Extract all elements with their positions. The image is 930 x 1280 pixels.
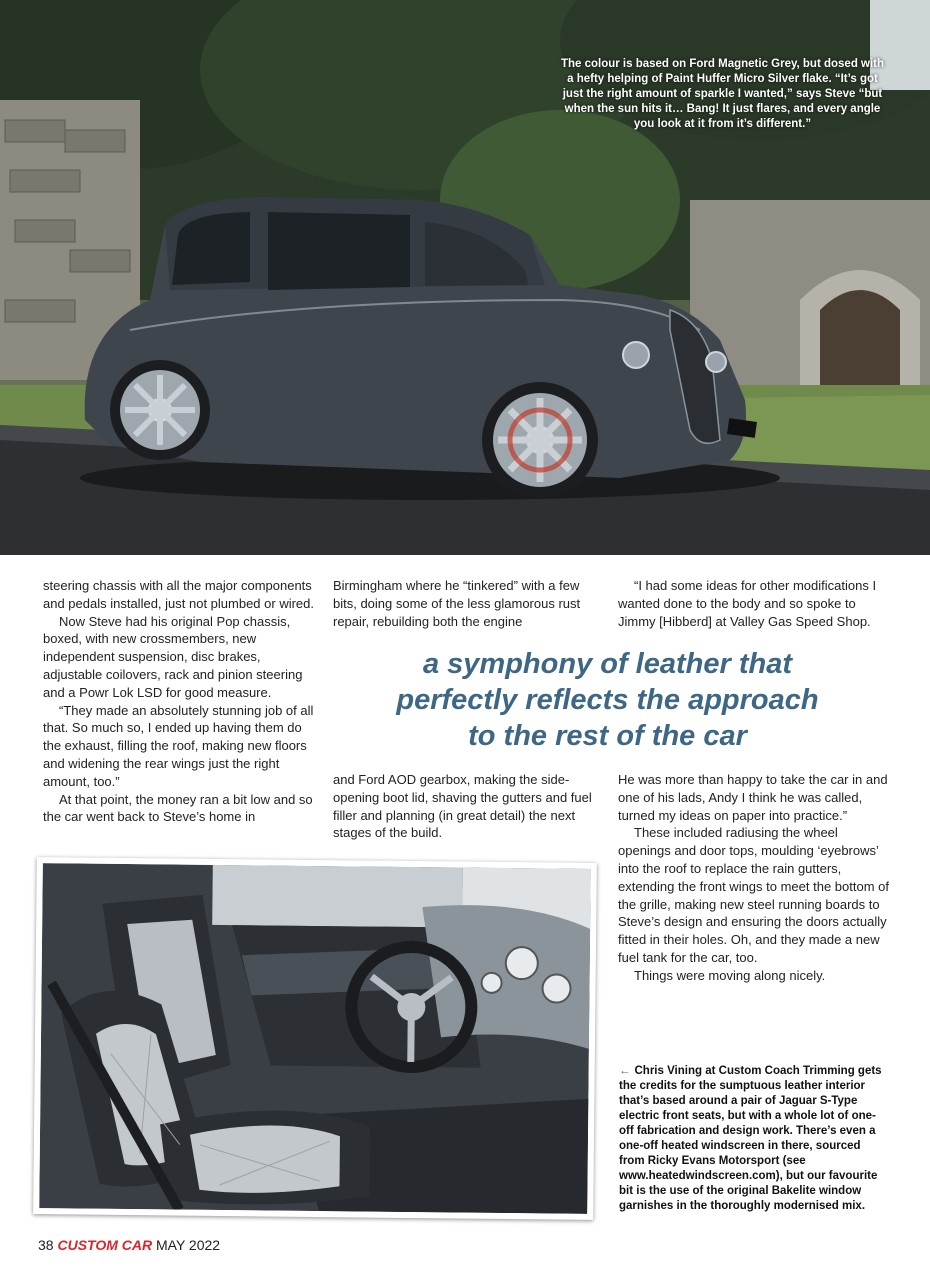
hero-photo-caption: The colour is based on Ford Magnetic Grey, but dosed with a hefty helping of Paint Huffer Micro Silver flake. “It’s got just the right amount of sparkle I wanted,” says Steve “but when the sun hits it… Bang! It just flares, and every angle you look at it from it’s different.” (560, 58, 885, 130)
page-footer (38, 1237, 220, 1253)
article-column-3-top (618, 577, 890, 630)
col1-paragraph-2: Now Steve had his original Pop chassis, boxed, with new crossmembers, new independent suspension, disc brakes, adjustable coilovers, rack and pinion steering and a Powr Lok LSD for good measure. (43, 613, 303, 700)
hero-photo (0, 0, 930, 555)
col1-paragraph-1: steering chassis with all the major components and pedals installed, just not plumbed or wired. (43, 578, 314, 611)
issue-date: MAY 2022 (156, 1237, 221, 1253)
col3-paragraph-2: These included radiusing the wheel openings and door tops, moulding ‘eyebrows’ into the roof to replace the rain gutters, extending the front wings to meet the bottom of the grille, making new steel running boards to Steve’s design and ensuring the doors actually fitted in their holes. Oh, and they made a new fuel tank for the car, too. (618, 825, 889, 965)
page-number: 38 (38, 1237, 54, 1253)
interior-caption-text: Chris Vining at Custom Coach Trimming gets the credits for the sumptuous leather interior that’s based around a pair of Jaguar S-Type electric front seats, but with a whole lot of one-off fabrication and design work. There’s even a one-off heated windscreen in there, sourced from Ricky Evans Motorsport (see www.heatedwindscreen.com), but our favourite bit is the use of the original Bakelite window garnishes in the thoroughly modernised mix. (619, 1065, 882, 1212)
pull-quote-line-1: a symphony of leather that (422, 648, 792, 680)
interior-photo-caption (619, 1064, 889, 1214)
col3-paragraph-3: Things were moving along nicely. (634, 967, 826, 983)
col3-paragraph-1: He was more than happy to take the car in and one of his lads, Andy I think he was called, turned my ideas on paper into practice.” (618, 772, 888, 823)
pull-quote-line-3: to the rest of the car (468, 720, 747, 752)
pull-quote (360, 646, 855, 754)
article-column-3-bottom (618, 771, 890, 985)
magazine-name: CUSTOM CAR (57, 1237, 153, 1253)
interior-photo (33, 857, 597, 1220)
col1-paragraph-3: “They made an absolutely stunning job of all that. So much so, I ended up having them do the exhaust, filling the roof, making new floors and widening the rear wings just the right amount, too.” (43, 702, 314, 789)
article-column-1 (43, 577, 318, 826)
col2-paragraph-top: Birmingham where he “tinkered” with a few bits, doing some of the less glamorous rust repair, rebuilding both the engine (333, 578, 581, 629)
article-column-2-bottom (333, 771, 601, 842)
col2-paragraph-bottom: and Ford AOD gearbox, making the side-opening boot lid, shaving the gutters and fuel filler and planning (in great detail) the next stages of the build. (333, 772, 592, 841)
arrow-left-icon: ← (619, 1065, 631, 1077)
col1-paragraph-4: At that point, the money ran a bit low and so the car went back to Steve’s home in (43, 791, 313, 825)
col3-paragraph-top: “I had some ideas for other modifications I wanted done to the body and so spoke to Jimmy [Hibberd] at Valley Gas Speed Shop. (618, 578, 877, 629)
interior-illustration (39, 863, 591, 1214)
pull-quote-line-2: perfectly reflects the approach (396, 684, 819, 716)
article-column-2-top (333, 577, 601, 630)
